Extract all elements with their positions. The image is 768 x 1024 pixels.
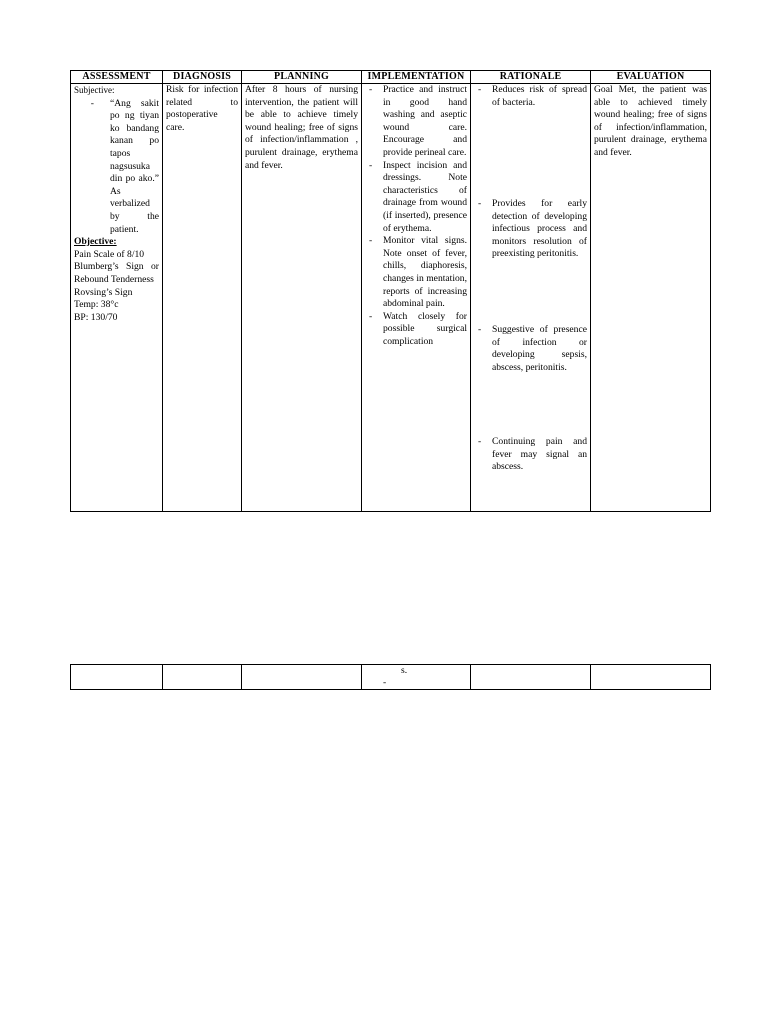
header-implementation: IMPLEMENTATION — [362, 71, 471, 84]
bullet-dash: - — [90, 97, 94, 109]
objective-line: Rovsing’s Sign — [74, 286, 133, 298]
objective-line: Blumberg’s Sign or Rebound Tenderness — [74, 261, 159, 285]
bullet-dash: - — [369, 159, 373, 171]
rationale-item: - Reduces risk of spread of bacteria. — [474, 84, 587, 198]
content-row — [71, 84, 711, 512]
bullet-dash: - — [383, 677, 387, 688]
header-row — [71, 71, 711, 84]
objective-line: Pain Scale of 8/10 — [74, 248, 145, 260]
implementation-item: - Inspect incision and dressings. Note characteristics of drainage from wound (if inserted), presence of erythema. — [365, 160, 467, 236]
diagnosis-cell: Risk for infection related to postoperative care. — [163, 84, 242, 512]
continuation-planning-cell — [242, 665, 362, 690]
continuation-implementation-cell — [362, 665, 471, 690]
evaluation-cell: Goal Met, the patient was able to achieved timely wound healing; free of signs of infection/inflammation, purulent drainage, erythema and fever. — [591, 84, 711, 512]
continuation-assessment-cell — [71, 665, 163, 690]
continuation-evaluation-cell — [591, 665, 711, 690]
continuation-diagnosis-cell — [163, 665, 242, 690]
implementation-item: - Monitor vital signs. Note onset of fever, chills, diaphoresis, changes in mentation, reports of increasing abdominal pain. — [365, 235, 467, 311]
subjective-quote: “Ang sakit po ng tiyan ko bandang kanan po tapos nagsusuka din po ako.” As verbalized by the patient. — [110, 97, 159, 235]
assessment-cell — [71, 84, 163, 512]
header-rationale: RATIONALE — [471, 71, 591, 84]
bullet-dash: - — [478, 324, 482, 335]
objective-label: Objective: — [74, 236, 117, 248]
nursing-care-plan-table — [70, 70, 711, 512]
implementation-tail-text: s. — [401, 665, 408, 676]
rationale-item: - Continuing pain and fever may signal an abscess. — [474, 436, 587, 474]
bullet-dash: - — [369, 235, 373, 247]
subjective-item — [74, 98, 159, 237]
continuation-rationale-cell — [471, 665, 591, 690]
objective-line: BP: 130/70 — [74, 311, 118, 323]
continuation-row — [71, 665, 711, 690]
rationale-item: - Provides for early detection of developing infectious process and monitors resolution of preexisting peritonitis. — [474, 198, 587, 324]
subjective-label: Subjective: — [74, 85, 115, 95]
implementation-cell — [362, 84, 471, 512]
header-evaluation: EVALUATION — [591, 71, 711, 84]
header-assessment: ASSESSMENT — [71, 71, 163, 84]
rationale-item: - Suggestive of presence of infection or developing sepsis, abscess, peritonitis. — [474, 324, 587, 436]
nursing-care-plan-table-continuation — [70, 664, 711, 690]
bullet-dash: - — [478, 436, 482, 447]
planning-cell: After 8 hours of nursing intervention, the patient will be able to achieve timely wound healing; free of signs of infection/inflammation , purulent drainage, erythema and fever. — [242, 84, 362, 512]
bullet-dash: - — [478, 198, 482, 209]
header-diagnosis: DIAGNOSIS — [163, 71, 242, 84]
rationale-cell — [471, 84, 591, 512]
bullet-dash: - — [369, 310, 373, 322]
implementation-item: - Practice and instruct in good hand washing and aseptic wound care. Encourage and provide perineal care. — [365, 84, 467, 160]
header-planning: PLANNING — [242, 71, 362, 84]
implementation-item: - Watch closely for possible surgical complication — [365, 311, 467, 349]
bullet-dash: - — [369, 84, 373, 95]
bullet-dash: - — [478, 84, 482, 95]
objective-line: Temp: 38°c — [74, 299, 119, 311]
